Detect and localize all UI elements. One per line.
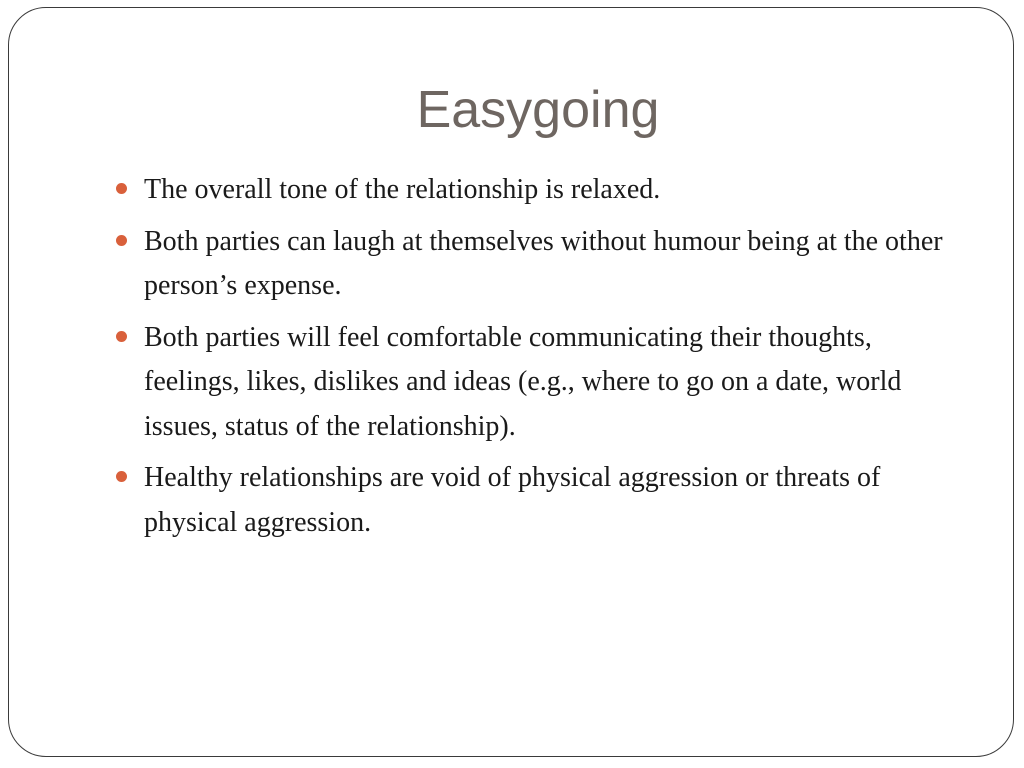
bullet-dot-icon: [116, 471, 127, 482]
bullet-text: Both parties will feel comfortable communicating their thoughts, feelings, likes, dislikes and ideas (e.g., where to go on a date, world issues, status of the relationship).: [144, 321, 902, 442]
bullet-item: [116, 456, 946, 545]
bullet-list: [116, 168, 946, 552]
bullet-item: [116, 316, 946, 450]
bullet-text: The overall tone of the relationship is relaxed.: [144, 174, 661, 205]
bullet-text: Healthy relationships are void of physical aggression or threats of physical aggression.: [144, 462, 881, 538]
bullet-dot-icon: [116, 183, 127, 194]
slide-title: Easygoing: [416, 81, 660, 139]
bullet-item: [116, 220, 946, 309]
bullet-item: [116, 168, 946, 213]
bullet-dot-icon: [116, 331, 127, 342]
bullet-dot-icon: [116, 235, 127, 246]
bullet-text: Both parties can laugh at themselves without humour being at the other person’s expense.: [144, 225, 943, 301]
